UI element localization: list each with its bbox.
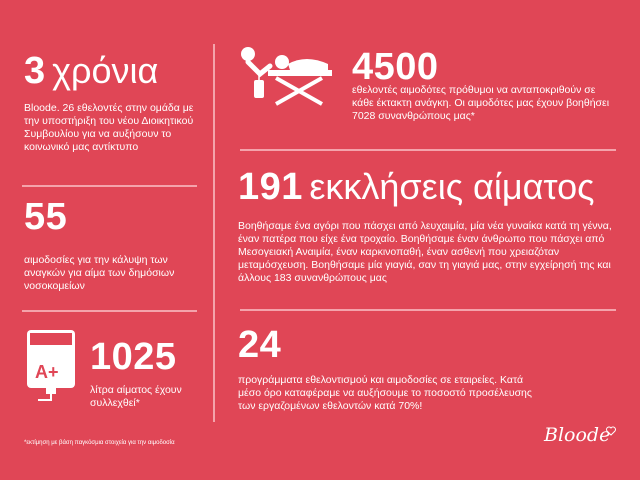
vertical-divider xyxy=(213,44,215,422)
stat-donations xyxy=(24,198,202,293)
bloode-logo-text: Bloode xyxy=(544,424,611,446)
divider-right-top xyxy=(240,149,616,151)
stat-calls-text: Βοηθήσαμε ένα αγόρι που πάσχει από λευχαιμία, μία νέα γυναίκα κατά τη γέννα, έναν πατέρα που είχε ένα τροχαίο. Βοηθήσαμε έναν άνθρωπο που πάσχει από Μεσογειακή Αναιμία, έναν καρκινοπαθή, έναν ασθενή που χρειαζόταν μεταμόσχευση. Βοηθήσαμε μία γιαγιά, σαν τη γιαγιά μας, στην εγχείρησή της και άλλους 183 συνανθρώπους μας xyxy=(238,220,612,284)
stat-years-number: 3 xyxy=(24,50,46,92)
patient-bed-icon xyxy=(236,44,336,106)
blood-type-label: A+ xyxy=(35,362,59,382)
stat-programs-text: προγράμματα εθελοντισμού και αιμοδοσίες σε εταιρείες. Κατά μέσο όρο καταφέραμε να αυξήσουμε το ποσοστό προσέλευσης των εργαζομένων εθελοντών κατά 70%! xyxy=(238,374,532,412)
stat-calls-number: 191 xyxy=(238,166,303,208)
stat-calls-heading xyxy=(238,166,595,208)
stat-donors xyxy=(352,48,622,86)
divider-left-bottom xyxy=(22,310,197,312)
stat-calls-unit: εκκλήσεις αίματος xyxy=(309,166,595,207)
stat-donors-number: 4500 xyxy=(352,46,439,88)
stat-years xyxy=(24,50,202,154)
stat-donations-text: αιμοδοσίες για την κάλυψη των αναγκών για αίμα των δημόσιων νοσοκομείων xyxy=(24,254,175,292)
stat-years-text: Bloode. 26 εθελοντές στην ομάδα με την υποστήριξη του νέου Διοικητικού Συμβουλίου για να αυξήσουν το κοινωνικό μας αντίκτυπο xyxy=(24,102,194,153)
bloode-logo xyxy=(544,424,620,454)
divider-right-bottom xyxy=(240,309,616,311)
stat-donors-text: εθελοντές αιμοδότες πρόθυμοι να ανταποκριθούν σε κάθε έκτακτη ανάγκη. Οι αιμοδότες μας έχουν βοηθήσει 7028 συνανθρώπους μας* xyxy=(352,84,610,122)
stat-liters-text: λίτρα αίματος έχουν συλλεχθεί* xyxy=(90,384,182,409)
stat-programs-number: 24 xyxy=(238,324,282,366)
stat-liters-number: 1025 xyxy=(90,336,177,378)
stat-liters xyxy=(90,338,208,410)
stat-programs xyxy=(238,326,281,364)
stat-donations-number: 55 xyxy=(24,196,68,238)
stat-years-unit: χρόνια xyxy=(52,50,159,91)
stat-years-heading xyxy=(24,50,202,92)
blood-bag-icon xyxy=(24,326,78,406)
divider-left-top xyxy=(22,185,197,187)
heart-icon xyxy=(606,426,616,436)
footnote: *εκτίμηση με βάση παγκόσμια στοιχεία για την αιμοδοσία xyxy=(24,440,175,446)
